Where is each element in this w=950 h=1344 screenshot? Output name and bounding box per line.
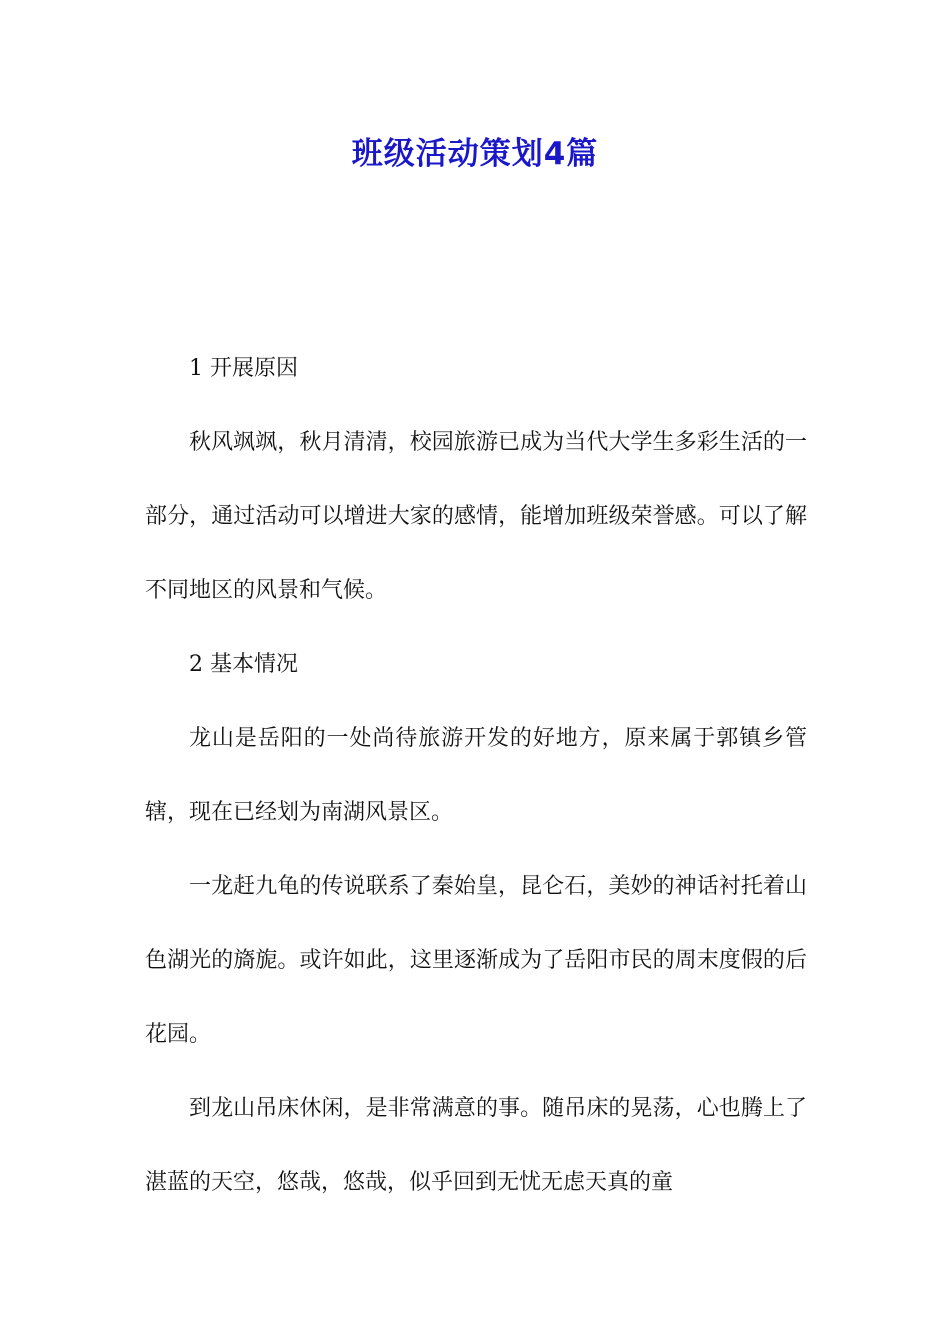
paragraph-reason: 秋风飒飒，秋月清清，校园旅游已成为当代大学生多彩生活的一部分，通过活动可以增进大家的感情，能增加班级荣誉感。可以了解不同地区的风景和气候。: [145, 430, 807, 603]
section-heading-reason: 1 开展原因: [189, 356, 298, 381]
paragraph-hammock: 到龙山吊床休闲，是非常满意的事。随吊床的晃荡，心也腾上了湛蓝的天空，悠哉，悠哉，似乎回到无忧无虑天真的童: [145, 1096, 807, 1195]
document-body: [145, 332, 807, 1220]
document-title: 班级活动策划4篇: [351, 136, 599, 172]
paragraph-legend: 一龙赶九龟的传说联系了秦始皇，昆仑石，美妙的神话衬托着山色湖光的旖旎。或许如此，这里逐渐成为了岳阳市民的周末度假的后花园。: [145, 874, 807, 1047]
paragraph-longshan-location: 龙山是岳阳的一处尚待旅游开发的好地方，原来属于郭镇乡管辖，现在已经划为南湖风景区。: [145, 726, 807, 825]
section-heading-basic-info: 2 基本情况: [189, 652, 298, 677]
